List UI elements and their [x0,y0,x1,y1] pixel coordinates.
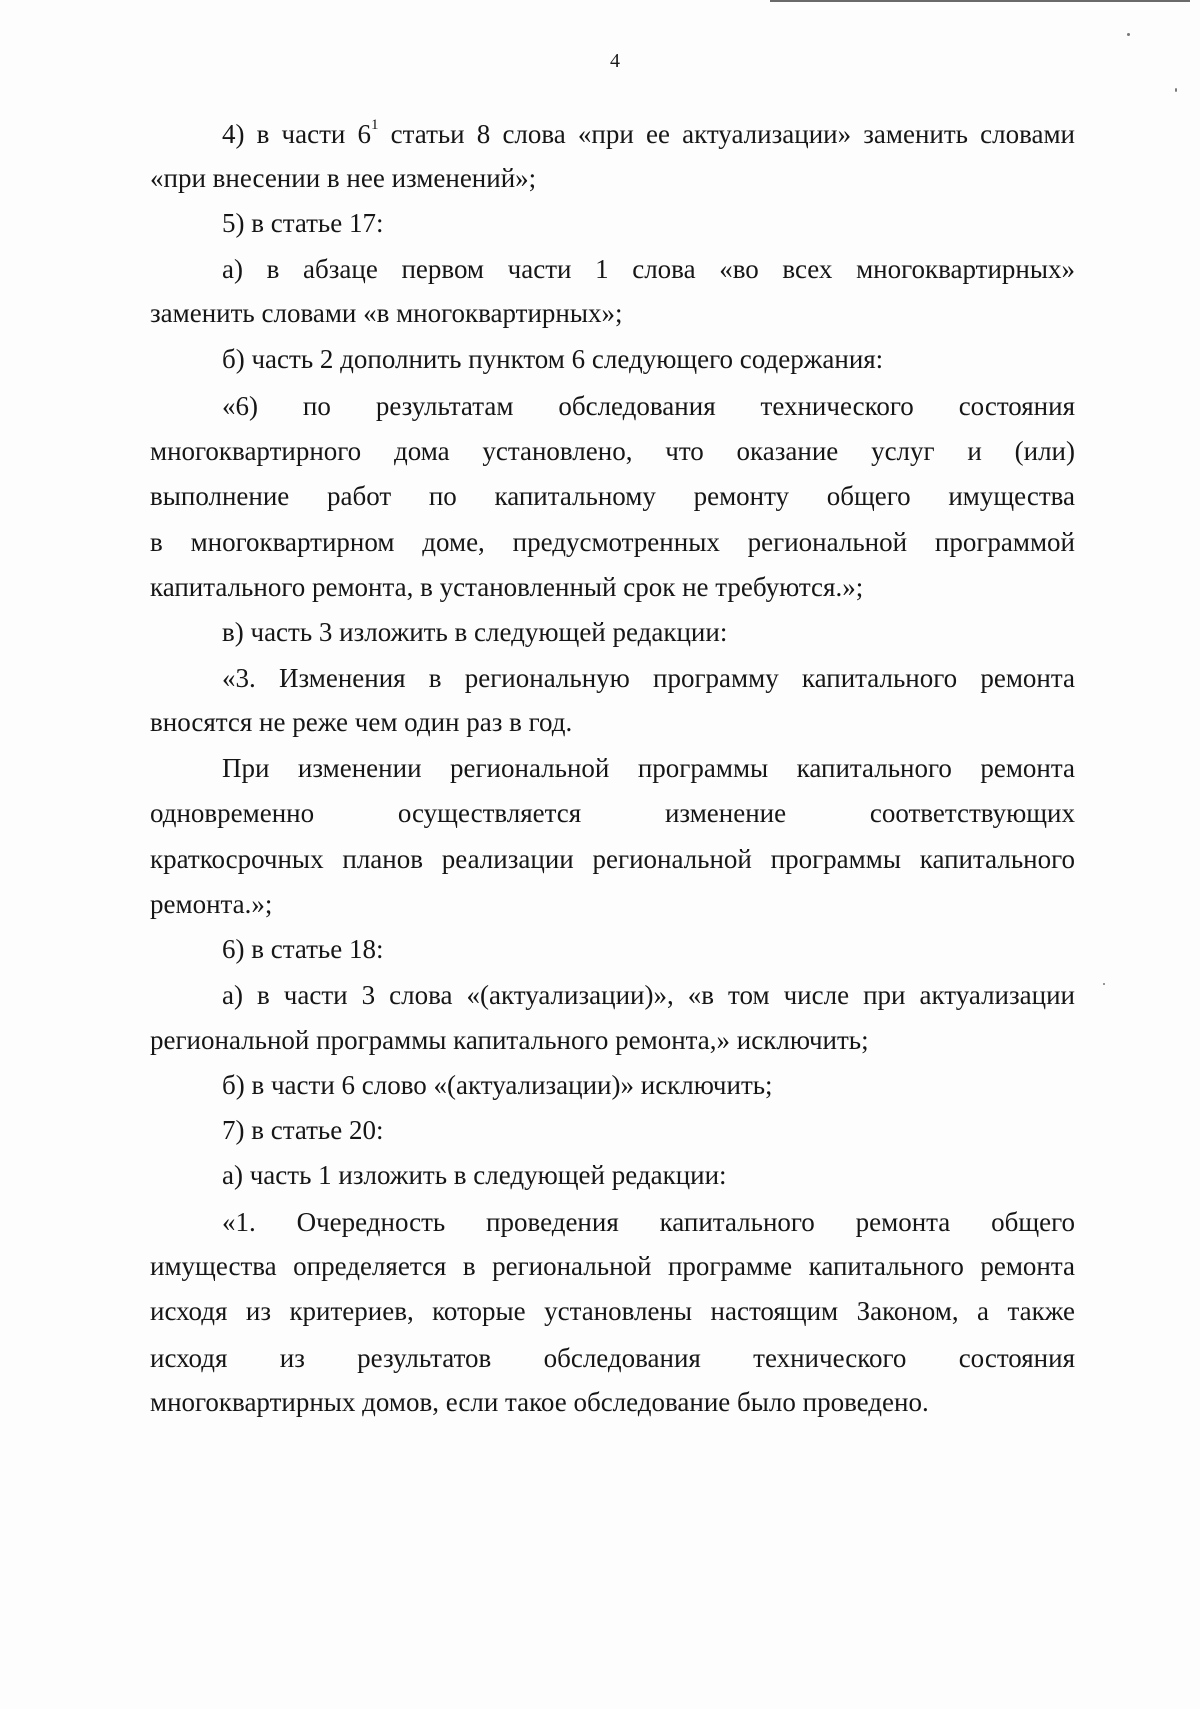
paragraph-line: б) в части 6 слово «(актуализации)» исключить; [222,1070,773,1100]
paragraph-line: заменить словами «в многоквартирных»; [150,298,623,328]
paragraph-line: а) в части 3 слова «(актуализации)», «в том числе при актуализации [222,980,1075,1010]
paragraph-line: а) часть 1 изложить в следующей редакции: [222,1160,727,1190]
paragraph-line [222,117,1075,149]
superscript-index: 1 [371,117,379,133]
line-text: статьи 8 слова «при ее актуализации» заменить словами [378,119,1075,149]
page-number: 4 [610,50,620,72]
paragraph-line: б) часть 2 дополнить пунктом 6 следующего содержания: [222,344,884,374]
scan-speck [1103,983,1105,985]
paragraph-line: капитального ремонта, в установленный срок не требуются.»; [150,572,864,602]
paragraph-line: При изменении региональной программы капитального ремонта [222,753,1075,783]
paragraph-line: в многоквартирном доме, предусмотренных региональной программой [150,527,1075,557]
paragraph-line: «при внесении в нее изменений»; [150,163,537,193]
paragraph-line: одновременно осуществляется изменение соответствующих [150,798,1075,828]
paragraph-line: имущества определяется в региональной программе капитального ремонта [150,1251,1075,1281]
paragraph-line: выполнение работ по капитальному ремонту общего имущества [150,481,1075,511]
paragraph-line: многоквартирного дома установлено, что оказание услуг и (или) [150,436,1075,466]
paragraph-line: исходя из критериев, которые установлены настоящим Законом, а также [150,1296,1075,1326]
paragraph-line: в) часть 3 изложить в следующей редакции: [222,617,728,647]
paragraph-line: «1. Очередность проведения капитального ремонта общего [222,1207,1075,1237]
scan-speck [1127,33,1130,36]
scan-speck [1175,88,1177,92]
paragraph-line: а) в абзаце первом части 1 слова «во всех многоквартирных» [222,254,1075,284]
paragraph-line: исходя из результатов обследования технического состояния [150,1343,1075,1373]
top-edge-rule [770,0,1190,2]
paragraph-line: «3. Изменения в региональную программу капитального ремонта [222,663,1075,693]
paragraph-line: региональной программы капитального ремонта,» исключить; [150,1025,869,1055]
paragraph-line: 6) в статье 18: [222,934,384,964]
paragraph-line: краткосрочных планов реализации региональной программы капитального [150,844,1075,874]
line-text: 4) в части 6 [222,119,372,149]
paragraph-line: 5) в статье 17: [222,208,384,238]
paragraph-line: вносятся не реже чем один раз в год. [150,707,573,737]
paragraph-line: «6) по результатам обследования технического состояния [222,391,1075,421]
paragraph-line: многоквартирных домов, если такое обследование было проведено. [150,1387,929,1417]
paragraph-line: ремонта.»; [150,889,273,919]
paragraph-line: 7) в статье 20: [222,1115,384,1145]
